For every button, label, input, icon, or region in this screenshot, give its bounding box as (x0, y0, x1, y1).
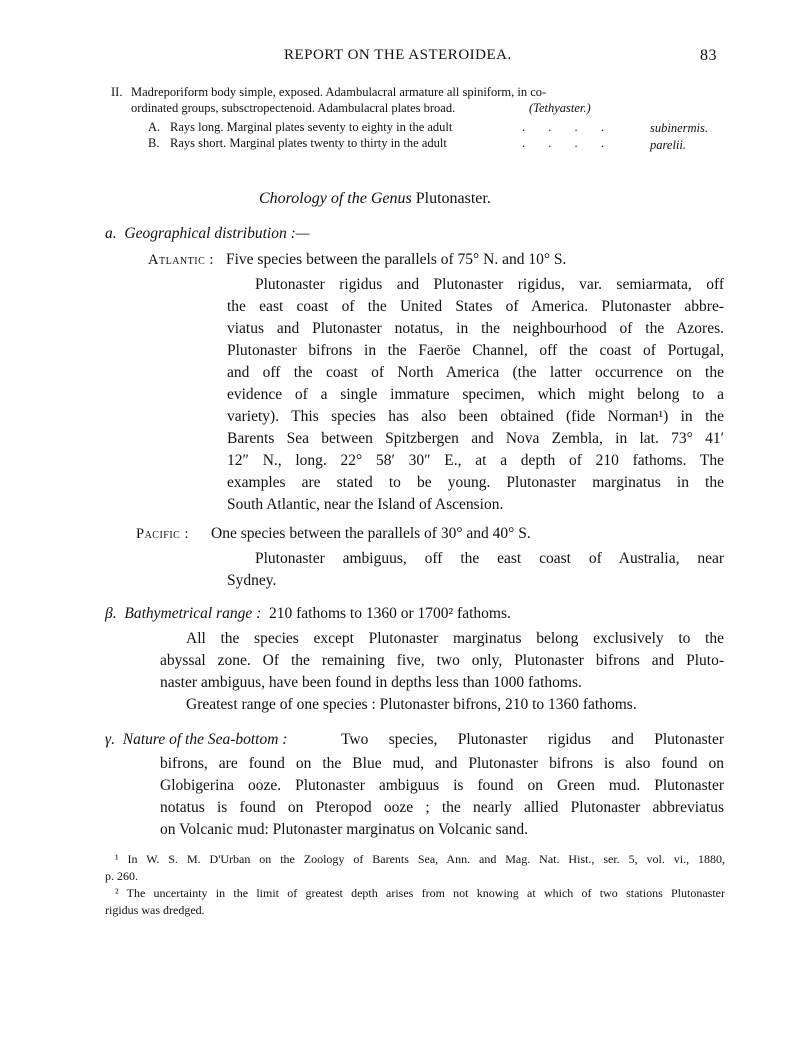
footnotes (105, 851, 725, 919)
key-text-line2: ordinated groups, subsctropectenoid. Adambulacral plates broad. (131, 101, 456, 115)
atlantic-line: evidence of a single immature specimen, which might belong to a (227, 386, 724, 403)
pacific-label: Pacific : (136, 526, 190, 542)
key-genus: (Tethyaster.) (529, 101, 591, 115)
geo-heading: a. Geographical distribution :— (105, 225, 310, 242)
key-item-b-label: B. (148, 136, 160, 150)
bathy-line: Greatest range of one species : Plutonaster bifrons, 210 to 1360 fathoms. (186, 696, 637, 713)
atlantic-line: variety). This species has also been obtained (fide Norman¹) in the (227, 408, 724, 425)
seabottom-line: notatus is found on Pteropod ooze ; the nearly allied Plutonaster abbreviatus (160, 799, 724, 816)
atlantic-line: viatus and Plutonaster notatus, in the neighbourhood of the Azores. (227, 320, 724, 337)
bathy-heading: β. Bathymetrical range : 210 fathoms to 1360 or 1700² fathoms. (105, 605, 511, 622)
key-item-b-text: Rays short. Marginal plates twenty to thirty in the adult (170, 136, 447, 150)
key-item-a-dots: . . . . (522, 120, 614, 134)
atlantic-line: Barents Sea between Spitzbergen and Nova Zembla, in lat. 73° 41′ (227, 430, 724, 447)
atlantic-line: Plutonaster rigidus and Plutonaster rigidus, var. semiarmata, off (255, 276, 724, 293)
footnote-1-cont: p. 260. (105, 869, 138, 883)
pacific-body (227, 548, 724, 592)
seabottom-line: Globigerina ooze. Plutonaster ambiguus is found on Green mud. Plutonaster (160, 777, 724, 794)
chorology-title: Chorology of the Genus Plutonaster. (259, 190, 491, 207)
pacific-line: Sydney. (227, 572, 277, 589)
footnote-2-cont: rigidus was dredged. (105, 903, 205, 917)
key-item-b-species: parelii. (650, 138, 686, 152)
seabottom-line: bifrons, are found on the Blue mud, and Plutonaster bifrons is also found on (160, 755, 724, 772)
pacific-intro: One species between the parallels of 30° and 40° S. (211, 525, 531, 542)
atlantic-line: South Atlantic, near the Island of Ascension. (227, 496, 504, 513)
footnote-2: ² The uncertainty in the limit of greatest depth arises from not knowing at which of two stations Plutonaster (115, 886, 725, 900)
pacific-line: Plutonaster ambiguus, off the east coast of Australia, near (255, 550, 724, 567)
bathy-line: All the species except Plutonaster marginatus belong exclusively to the (186, 630, 724, 647)
page-number: 83 (700, 47, 717, 64)
key-numeral: II. (111, 85, 123, 99)
atlantic-line: and off the coast of North America (the latter occurrence on the (227, 364, 724, 381)
seabottom-line: on Volcanic mud: Plutonaster marginatus on Volcanic sand. (160, 821, 528, 838)
running-header: REPORT ON THE ASTEROIDEA. (284, 47, 512, 63)
bathy-body (160, 628, 724, 716)
footnote-1: ¹ In W. S. M. D'Urban on the Zoology of Barents Sea, Ann. and Mag. Nat. Hist., ser. 5, vol. vi., 1880, (115, 852, 725, 866)
key-item-b-dots: . . . . (522, 136, 614, 150)
key-item-a-species: subinermis. (650, 121, 708, 135)
atlantic-line: the east coast of the United States of America. Plutonaster abbre- (227, 298, 724, 315)
atlantic-line: 12″ N., long. 22° 58′ 30″ E., at a depth of 210 fathoms. The (227, 452, 724, 469)
seabottom-line-first: Two species, Plutonaster rigidus and Plutonaster (341, 731, 724, 748)
key-text-line1: Madreporiform body simple, exposed. Adambulacral armature all spiniform, in co- (131, 85, 547, 99)
atlantic-line: examples are stated to be young. Plutonaster marginatus in the (227, 474, 724, 491)
atlantic-intro: Five species between the parallels of 75° N. and 10° S. (226, 251, 567, 268)
bathy-line: naster ambiguus, have been found in depths less than 1000 fathoms. (160, 674, 582, 691)
atlantic-label: Atlantic : (148, 252, 214, 268)
atlantic-body (227, 274, 724, 516)
seabottom-body (160, 753, 724, 841)
key-item-a-label: A. (148, 120, 161, 134)
seabottom-heading: γ. Nature of the Sea-bottom : (105, 731, 288, 748)
atlantic-line: Plutonaster bifrons in the Faeröe Channel, off the coast of Portugal, (227, 342, 724, 359)
key-item-a-text: Rays long. Marginal plates seventy to eighty in the adult (170, 120, 453, 134)
bathy-line: abyssal zone. Of the remaining five, two only, Plutonaster bifrons and Pluto- (160, 652, 724, 669)
